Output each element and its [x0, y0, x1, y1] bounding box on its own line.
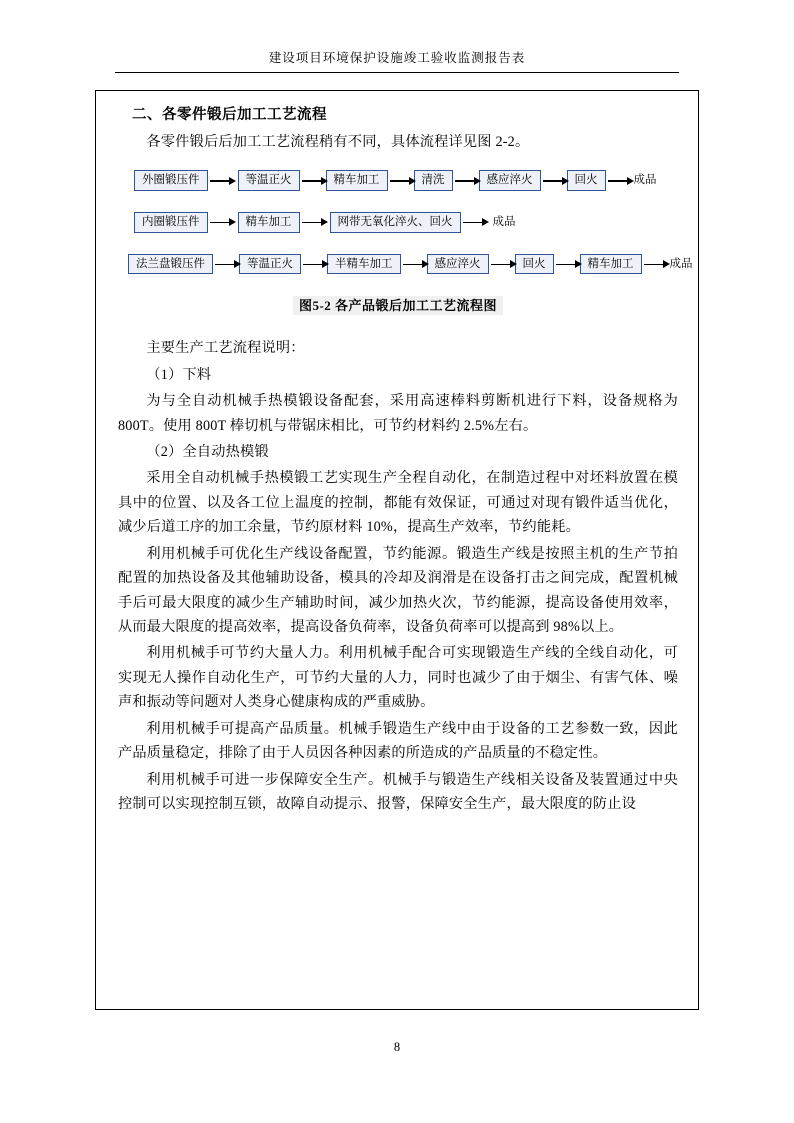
flow-node: 感应淬火: [427, 254, 489, 275]
arrow-icon: [491, 260, 513, 269]
paragraph-item-1-text: 为与全自动机械手热模锻设备配套，采用高速棒料剪断机进行下料，设备规格为 800T。使用 800T 棒切机与带锯床相比，可节约材料约 2.5%左右。: [118, 393, 678, 434]
page-header-title: 建设项目环境保护设施竣工验收监测报告表: [268, 51, 526, 65]
flow-node: 精车加工: [580, 254, 642, 275]
flow-node: 内圈锻压件: [134, 212, 208, 233]
flow-row-flange: [128, 254, 693, 275]
flow-node: 成品: [492, 216, 516, 229]
section-intro: 各零件锻后后加工工艺流程稍有不同，具体流程详见图 2-2。: [146, 134, 530, 150]
arrow-icon: [455, 176, 477, 185]
figure-caption-text: 图5-2 各产品锻后加工工艺流程图: [293, 296, 503, 315]
flow-node: 感应淬火: [479, 170, 541, 191]
section-heading: 二、各零件锻后加工工艺流程: [132, 107, 327, 123]
process-flow-diagram: [118, 170, 693, 274]
flow-node: 等温正火: [239, 254, 301, 275]
header-divider: [115, 72, 679, 73]
arrow-icon: [543, 176, 565, 185]
content-body: [96, 91, 700, 1011]
paragraph-energy-saving: 利用机械手可优化生产线设备配置，节约能源。锻造生产线是按照主机的生产节拍配置的加热设备及其他辅助设备，模具的冷却及润滑是在设备打击之间完成，配置机械手后可最大限度的减少生产辅助时间，减少加热火次，节约能源，提高设备使用效率，从而最大限度的提高效率，提高设备负荷率，设备负荷率可以提高到 98%以上。: [118, 545, 678, 635]
page-number: 8: [393, 1040, 401, 1054]
arrow-icon: [303, 260, 325, 269]
paragraph-process-note: 主要生产工艺流程说明：: [146, 340, 305, 357]
flow-node: 网带无氧化淬火、回火: [330, 212, 461, 233]
paragraph-safety: 利用机械手可进一步保障安全生产。机械手与锻造生产线相关设备及装置通过中央控制可以实现控制互锁，故障自动提示、报警，保障安全生产，最大限度的防止设: [118, 771, 678, 812]
flow-node: 精车加工: [326, 170, 388, 191]
flow-row-outer-ring: [134, 170, 678, 191]
flow-node: 外圈锻压件: [134, 170, 208, 191]
arrow-icon: [644, 260, 666, 269]
arrow-icon: [463, 218, 489, 227]
paragraph-item-1-title: （1）下料: [146, 366, 212, 383]
flow-node: 法兰盘锻压件: [128, 254, 213, 275]
flow-node: 等温正火: [238, 170, 300, 191]
flow-node: 精车加工: [238, 212, 300, 233]
flow-node: 成品: [633, 174, 657, 187]
arrow-icon: [215, 260, 237, 269]
paragraph-quality: 利用机械手可提高产品质量。机械手锻造生产线中由于设备的工艺参数一致，因此产品质量稳定，排除了由于人员因各种因素的所造成的产品质量的不稳定性。: [118, 720, 678, 762]
flow-node: 回火: [567, 170, 606, 191]
flow-node: 回火: [515, 254, 554, 275]
paragraph-item-2-title: （2）全自动热模锻: [146, 444, 269, 461]
flow-node: 清洗: [414, 170, 453, 191]
content-frame: [95, 90, 699, 1010]
arrow-icon: [390, 176, 412, 185]
flow-node: 成品: [669, 257, 693, 270]
arrow-icon: [403, 260, 425, 269]
paragraph-labor-saving: 利用机械手可节约大量人力。利用机械手配合可实现锻造生产线的全线自动化，可实现无人操作自动化生产，可节约大量的人力，同时也减少了由于烟尘、有害气体、噪声和振动等问题对人类身心健康构成的严重威胁。: [118, 645, 678, 711]
arrow-icon: [210, 176, 236, 185]
flow-node: 半精车加工: [327, 254, 401, 275]
arrow-icon: [210, 218, 236, 227]
arrow-icon: [556, 260, 578, 269]
arrow-icon: [302, 176, 324, 185]
flow-row-inner-ring: [134, 212, 678, 233]
arrow-icon: [302, 218, 328, 227]
paragraph-item-2-text: 采用全自动机械手热模锻工艺实现生产全程自动化，在制造过程中对坯料放置在模具中的位置、以及各工位上温度的控制，都能有效保证，可通过对现有锻件适当优化，减少后道工序的加工余量，节约原材料 10%，提高生产效率，节约能耗。: [118, 470, 678, 536]
arrow-icon: [608, 176, 630, 185]
figure-caption: [118, 295, 678, 314]
